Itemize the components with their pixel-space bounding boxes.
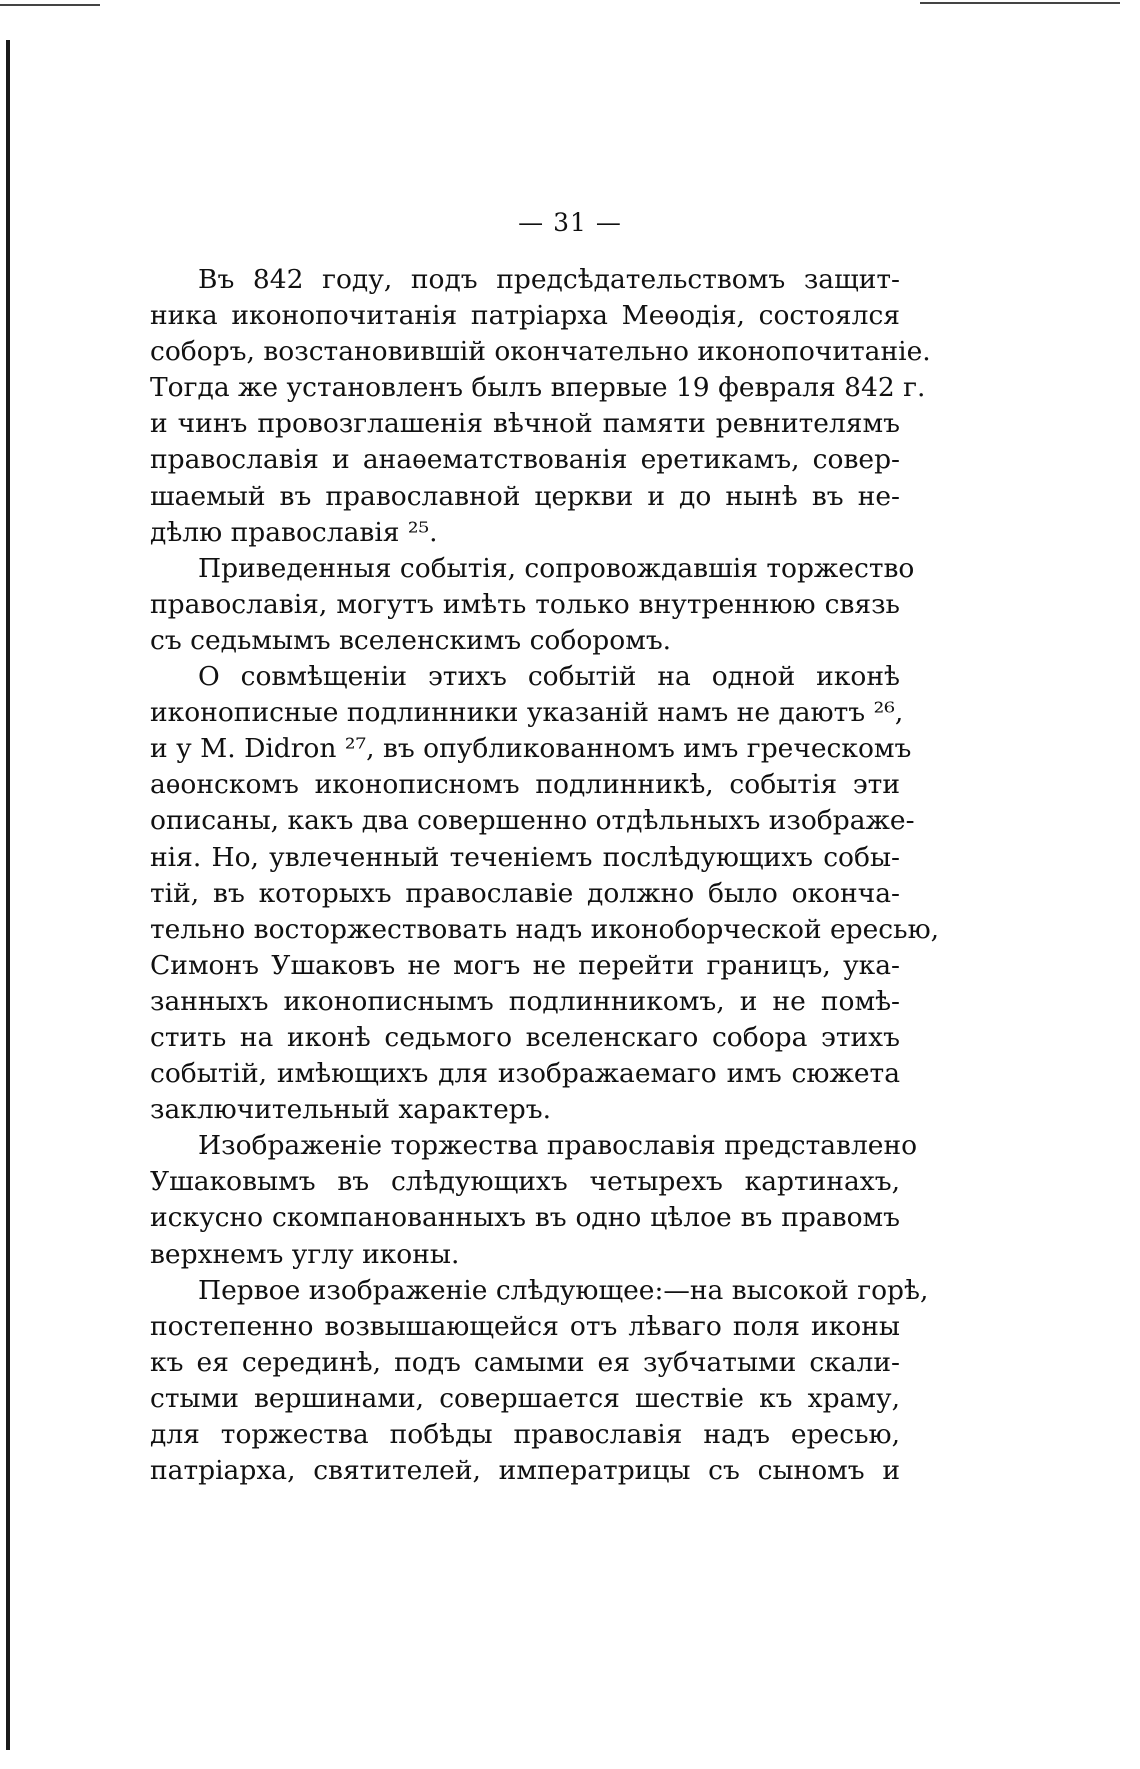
text-line: съ седьмымъ вселенскимъ соборомъ. bbox=[150, 624, 672, 656]
text-line: аѳонскомъ иконописномъ подлинникѣ, событія эти bbox=[150, 769, 900, 801]
paragraph bbox=[150, 659, 940, 1128]
text-line: нія. Но, увлеченный теченіемъ послѣдующихъ собы- bbox=[150, 841, 900, 873]
text-line: постепенно возвышающейся отъ лѣваго поля иконы bbox=[150, 1310, 900, 1342]
text-line: Въ 842 году, подъ предсѣдательствомъ защит- bbox=[198, 264, 900, 295]
text-line: Ушаковымъ въ слѣдующихъ четырехъ картинахъ, bbox=[150, 1166, 900, 1198]
scan-binding-edge bbox=[6, 40, 10, 1750]
text-line: патріарха, святителей, императрицы съ сыномъ и bbox=[150, 1455, 900, 1487]
text-line: дѣлю православія ²⁵. bbox=[150, 516, 438, 548]
text-line: тельно восторжествовать надъ иконоборческой ересью, bbox=[150, 913, 940, 945]
text-line: шаемый въ православной церкви и до нынѣ въ не- bbox=[150, 480, 900, 512]
page-number: — 31 — bbox=[518, 208, 622, 237]
text-line: Изображеніе торжества православія представлено bbox=[198, 1130, 918, 1162]
text-line: верхнемъ углу иконы. bbox=[150, 1238, 460, 1270]
text-line: Приведенныя событія, сопровождавшія торжество bbox=[198, 552, 915, 584]
paragraph bbox=[150, 1273, 929, 1490]
text-line: стыми вершинами, совершается шествіе къ храму, bbox=[150, 1382, 900, 1414]
text-line: Симонъ Ушаковъ не могъ не перейти границъ, ука- bbox=[150, 949, 900, 981]
text-line: и чинъ провозглашенія вѣчной памяти ревнителямъ bbox=[150, 408, 900, 440]
paragraph bbox=[150, 262, 931, 551]
text-line: О совмѣщеніи этихъ событій на одной иконѣ bbox=[198, 661, 900, 693]
text-line: искусно скомпанованныхъ въ одно цѣлое въ правомъ bbox=[150, 1202, 900, 1234]
paragraph bbox=[150, 551, 915, 659]
text-line: православія и анаѳематствованія еретикамъ, совер- bbox=[150, 444, 900, 476]
text-line: заключительный характеръ. bbox=[150, 1094, 552, 1126]
text-line: Тогда же установленъ былъ впервые 19 февраля 842 г. bbox=[150, 372, 926, 404]
body-text bbox=[150, 262, 940, 1489]
text-line: тій, въ которыхъ православіе должно было оконча- bbox=[150, 877, 900, 909]
text-line: стить на иконѣ седьмого вселенскаго собора этихъ bbox=[150, 1021, 900, 1053]
scan-top-mark-left bbox=[0, 4, 100, 6]
text-line: ника иконопочитанія патріарха Меѳодія, состоялся bbox=[150, 300, 900, 332]
text-line: занныхъ иконописнымъ подлинникомъ, и не помѣ- bbox=[150, 985, 900, 1017]
text-line: православія, могутъ имѣть только внутреннюю связь bbox=[150, 588, 900, 620]
text-line: соборъ, возстановившій окончательно иконопочитаніе. bbox=[150, 336, 931, 368]
text-line: описаны, какъ два совершенно отдѣльныхъ изображе- bbox=[150, 805, 915, 837]
text-line: къ ея серединѣ, подъ самыми ея зубчатыми скали- bbox=[150, 1346, 900, 1378]
text-line: Первое изображеніе слѣдующее:—на высокой горѣ, bbox=[198, 1274, 929, 1306]
scan-top-mark-right bbox=[920, 2, 1120, 4]
text-line: и у М. Didron ²⁷, въ опубликованномъ имъ греческомъ bbox=[150, 733, 912, 765]
text-line: событій, имѣющихъ для изображаемаго имъ сюжета bbox=[150, 1058, 900, 1090]
paragraph bbox=[150, 1128, 918, 1272]
text-line: для торжества побѣды православія надъ ересью, bbox=[150, 1419, 900, 1450]
text-line: иконописные подлинники указаній намъ не даютъ ²⁶, bbox=[150, 697, 904, 729]
